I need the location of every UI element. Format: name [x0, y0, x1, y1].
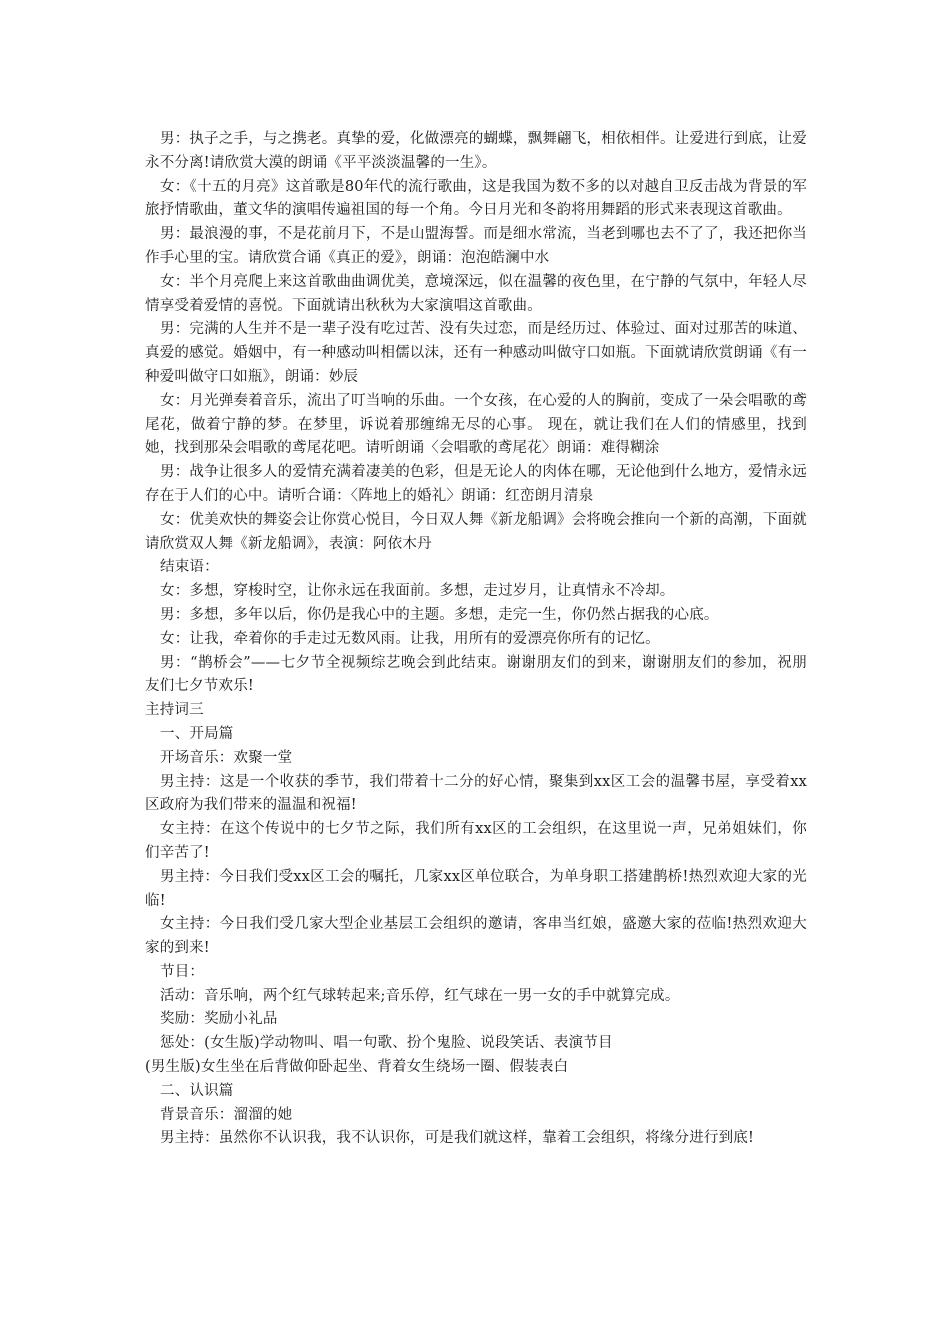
paragraph: 男：执子之手，与之携老。真挚的爱，化做漂亮的蝴蝶，飘舞翩飞，相依相伴。让爱进行到底，让爱永不分离!请欣赏大漠的朗诵《平平淡淡温馨的一生》。 [145, 131, 807, 171]
section-heading: 主持词三 [145, 702, 204, 719]
paragraph: 男：战争让很多人的爱情充满着凄美的色彩，但是无论人的肉体在哪，无论他到什么地方，爱情永远存在于人们的心中。请听合诵：〈阵地上的婚礼〉朗诵：红峦朗月清泉 [145, 464, 807, 504]
paragraph: 女：月光弹奏着音乐，流出了叮当响的乐曲。一个女孩，在心爱的人的胸前，变成了一朵会唱歌的鸢尾花，做着宁静的梦。在梦里，诉说着那缠绵无尽的心事。 现在，就让我们在人们的情感里，找到她，找到那朵会唱歌的鸢尾花吧。请听朗诵〈会唱歌的鸢尾花〉朗诵：难得糊涂 [145, 392, 807, 457]
paragraph: 男主持：今日我们受xx区工会的嘱托，几家xx区单位联合，为单身职工搭建鹊桥!热烈欢迎大家的光临! [145, 868, 807, 909]
paragraph: 男：多想，多年以后，你仍是我心中的主题。多想，走完一生，你仍然占据我的心底。 [160, 606, 719, 623]
paragraph: 女主持：在这个传说中的七夕节之际，我们所有xx区的工会组织，在这里说一声，兄弟姐妹们，你们辛苦了! [145, 821, 807, 861]
paragraph: (男生版)女生坐在后背做仰卧起坐、背着女生绕场一圈、假装表白 [145, 1059, 569, 1076]
paragraph: 女：让我，牵着你的手走过无数风雨。让我，用所有的爱漂亮你所有的记忆。 [160, 630, 660, 647]
paragraph: 节目： [160, 963, 205, 980]
paragraph: 背景音乐：溜溜的她 [160, 1106, 293, 1123]
paragraph: 二、认识篇 [160, 1082, 234, 1099]
paragraph: 结束语： [160, 559, 219, 576]
paragraph: 活动：音乐响，两个红气球转起来;音乐停，红气球在一男一女的手中就算完成。 [160, 987, 680, 1004]
paragraph: 开场音乐：欢聚一堂 [160, 749, 293, 766]
paragraph: 女主持：今日我们受几家大型企业基层工会组织的邀请，客串当红娘，盛邀大家的莅临!热烈欢迎大家的到来! [145, 916, 807, 957]
paragraph: 男：最浪漫的事，不是花前月下，不是山盟海誓。而是细水常流，当老到哪也去不了了，我还把你当作手心里的宝。请欣赏合诵《真正的爱》，朗诵：泡泡皓澜中水 [145, 226, 807, 266]
paragraph: 女：优美欢快的舞姿会让你赏心悦目，今日双人舞《新龙船调》会将晚会推向一个新的高潮，下面就请欣赏双人舞《新龙船调》，表演：阿依木丹 [145, 511, 807, 552]
paragraph: 男主持：这是一个收获的季节，我们带着十二分的好心情，聚集到xx区工会的温馨书屋，享受着xx区政府为我们带来的温温和祝福! [145, 773, 807, 814]
paragraph: 女：半个月亮爬上来这首歌曲曲调优美，意境深远，似在温馨的夜色里，在宁静的气氛中，年轻人尽情享受着爱情的喜悦。下面就请出秋秋为大家演唱这首歌曲。 [145, 273, 807, 314]
paragraph: 女：多想，穿梭时空，让你永远在我面前。多想，走过岁月，让真情永不冷却。 [160, 583, 675, 600]
paragraph: 奖励：奖励小礼品 [160, 1011, 278, 1028]
paragraph: 一、开局篇 [160, 725, 234, 742]
document-body [145, 128, 807, 1151]
paragraph: 女：《十五的月亮》这首歌是80年代的流行歌曲，这是我国为数不多的以对越自卫反击战为背景的军旅抒情歌曲，董文华的演唱传遍祖国的每一个角。今日月光和冬韵将用舞蹈的形式来表现这首歌曲。 [145, 178, 807, 219]
paragraph: 男：“鹊桥会”——七夕节全视频综艺晚会到此结束。谢谢朋友们的到来，谢谢朋友们的参加，祝朋友们七夕节欢乐! [145, 654, 807, 695]
paragraph: 男主持：虽然你不认识我，我不认识你，可是我们就这样，靠着工会组织，将缘分进行到底! [160, 1130, 755, 1147]
paragraph: 男：完满的人生并不是一辈子没有吃过苦、没有失过恋，而是经历过、体验过、面对过那苦的味道、真爱的感觉。婚姻中，有一种感动叫相儒以沫，还有一种感动叫做守口如瓶。下面就请欣赏朗诵《有一种爱叫做守口如瓶》，朗诵：妙辰 [145, 321, 807, 385]
paragraph: 惩处：(女生版)学动物叫、唱一句歌、扮个鬼脸、说段笑话、表演节目 [160, 1035, 613, 1052]
